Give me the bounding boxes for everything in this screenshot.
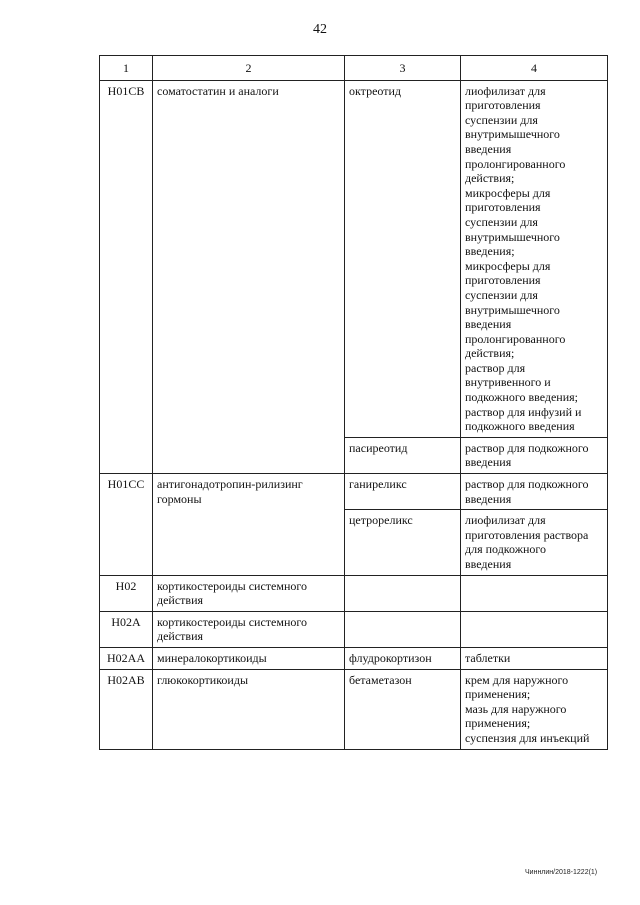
atc-code-cell: H02AB: [100, 669, 153, 749]
dosage-form-line: пролонгированного: [465, 331, 566, 346]
dosage-form-line: приготовления: [465, 273, 541, 288]
dosage-form-cell: [461, 575, 608, 611]
table-row: [100, 575, 608, 611]
dosage-form-line: внутривенного и: [465, 375, 551, 390]
table-header-row: [100, 56, 608, 81]
drug-name-cell: октреотид: [345, 80, 461, 437]
atc-code-cell: H01CB: [100, 80, 153, 473]
dosage-form-cell: [461, 474, 608, 510]
dosage-form-line: действия;: [465, 346, 515, 361]
dosage-form-line: раствор для инфузий и: [465, 404, 582, 419]
dosage-form-cell: [461, 437, 608, 473]
atc-code-cell: H01CC: [100, 474, 153, 576]
dosage-form-line: таблетки: [465, 650, 511, 665]
dosage-form-line: пролонгированного: [465, 156, 566, 171]
group-name-cell: антигонадотропин-рилизинг гормоны: [153, 474, 345, 576]
dosage-form-line: раствор для: [465, 360, 526, 375]
dosage-form-line: суспензии для: [465, 214, 538, 229]
drug-name-cell: [345, 575, 461, 611]
document-footer-id: Чиннлин/2018-1222(1): [525, 869, 598, 876]
table-row: [100, 474, 608, 510]
dosage-form-line: действия;: [465, 171, 515, 186]
dosage-form-line: введения: [465, 317, 512, 332]
dosage-form-line: микросферы для: [465, 185, 551, 200]
group-name-cell: минералокортикоиды: [153, 647, 345, 669]
dosage-form-line: внутримышечного: [465, 302, 560, 317]
header-cell-drug: 3: [345, 56, 461, 81]
dosage-form-line: подкожного введения;: [465, 390, 578, 405]
page-number: 42: [313, 22, 327, 37]
dosage-form-line: введения: [465, 557, 512, 571]
table-row: [100, 647, 608, 669]
dosage-form-line: для подкожного: [465, 542, 547, 557]
dosage-form-line: мазь для наружного: [465, 701, 567, 716]
header-cell-group: 2: [153, 56, 345, 81]
dosage-form-line: приготовления: [465, 200, 541, 215]
header-cell-form: 4: [461, 56, 608, 81]
header-cell-code: 1: [100, 56, 153, 81]
dosage-form-line: раствор для подкожного: [465, 440, 589, 455]
atc-code-cell: H02AA: [100, 647, 153, 669]
group-name-cell: кортикостероиды системного действия: [153, 611, 345, 647]
group-name-cell: глюкокортикоиды: [153, 669, 345, 749]
dosage-form-line: суспензия для инъекций: [465, 730, 590, 745]
dosage-form-cell: [461, 80, 608, 437]
table-body: [100, 56, 608, 750]
dosage-form-line: лиофилизат для: [465, 513, 546, 528]
drug-name-cell: ганиреликс: [345, 474, 461, 510]
dosage-form-cell: [461, 611, 608, 647]
table-row: [100, 611, 608, 647]
drug-name-cell: пасиреотид: [345, 437, 461, 473]
dosage-form-line: приготовления: [465, 98, 541, 113]
drug-table: [99, 55, 608, 750]
group-name-cell: кортикостероиды системного действия: [153, 575, 345, 611]
dosage-form-line: лиофилизат для: [465, 83, 546, 98]
dosage-form-line: суспензии для: [465, 112, 538, 127]
dosage-form-line: внутримышечного: [465, 229, 560, 244]
group-name-cell: соматостатин и аналоги: [153, 80, 345, 473]
dosage-form-line: введения: [465, 455, 512, 470]
dosage-form-line: введения: [465, 141, 512, 156]
dosage-form-line: введения: [465, 491, 512, 506]
drug-name-cell: флудрокортизон: [345, 647, 461, 669]
dosage-form-line: применения;: [465, 687, 531, 702]
table-row: [100, 80, 608, 437]
dosage-form-line: внутримышечного: [465, 127, 560, 142]
drug-name-cell: [345, 611, 461, 647]
dosage-form-line: применения;: [465, 716, 531, 731]
drug-name-cell: цетрореликс: [345, 510, 461, 575]
dosage-form-line: введения;: [465, 244, 515, 259]
dosage-form-line: суспензии для: [465, 287, 538, 302]
dosage-form-line: раствор для подкожного: [465, 477, 589, 492]
dosage-form-line: микросферы для: [465, 258, 551, 273]
dosage-form-line: приготовления раствора: [465, 527, 589, 542]
atc-code-cell: H02: [100, 575, 153, 611]
dosage-form-line: подкожного введения: [465, 419, 575, 434]
table-row: [100, 669, 608, 749]
dosage-form-cell: [461, 669, 608, 749]
atc-code-cell: H02A: [100, 611, 153, 647]
drug-name-cell: бетаметазон: [345, 669, 461, 749]
dosage-form-cell: [461, 510, 608, 575]
dosage-form-line: крем для наружного: [465, 672, 569, 687]
dosage-form-cell: [461, 647, 608, 669]
